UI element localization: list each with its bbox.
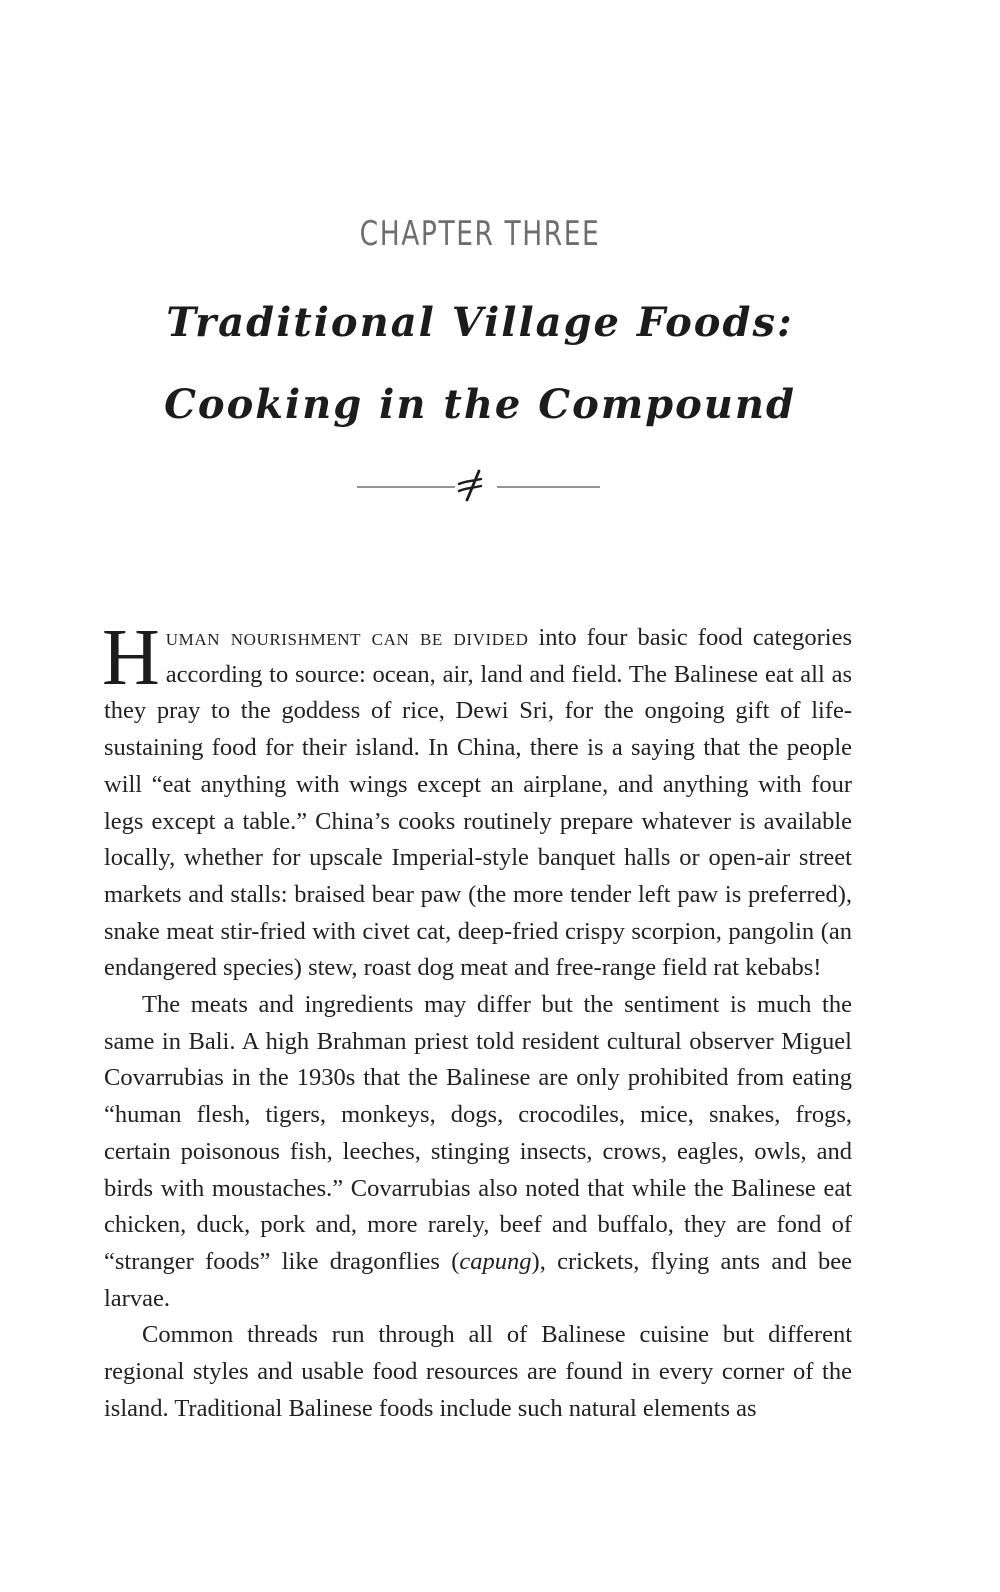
paragraph-1 <box>102 614 853 987</box>
section-divider-ornament <box>355 468 605 504</box>
paragraph-3-text: Common threads run through all of Balinese cuisine but different regional styles and usable food resources are found in every corner of the island. Traditional Balinese foods include such natural elements as <box>104 1321 852 1422</box>
paragraph-1-lead-in: uman nourishment can be divided <box>165 624 529 651</box>
paragraph-3 <box>104 1317 852 1427</box>
paragraph-2-text: The meats and ingredients may differ but the sentiment is much the same in Bali. A high Brahman priest told resident cultural observer Miguel Covarrubias in the 1930s that the Balinese are only prohibited from eating “human flesh, tigers, monkeys, dogs, crocodiles, mice, snakes, frogs, certain poisonous fish, leeches, stinging insects, crows, eagles, owls, and birds with moustaches.” Covarrubias also noted that while the Balinese eat chicken, duck, pork and, more rarely, beef and buffalo, they are fond of “stranger foods” like dragonflies ( <box>104 991 852 1275</box>
paragraph-2 <box>104 987 852 1317</box>
divider-flourish-icon <box>459 471 481 500</box>
drop-cap: H <box>102 614 160 702</box>
paragraph-2-italic-term: capung <box>459 1247 532 1275</box>
paragraph-1-text: into four basic food categories according to source: ocean, air, land and field. The Balinese eat all as they pray to the goddess of rice, Dewi Sri, for the ongoing gift of life-sustaining food for their island. In China, there is a saying that the people will “eat anything with wings except an airplane, and anything with four legs except a table.” China’s cooks routinely prepare whatever is available locally, whether for upscale Imperial-style banquet halls or open-air street markets and stalls: braised bear paw (the more tender left paw is preferred), snake meat stir-fried with civet cat, deep-fried crispy scorpion, pangolin (an endangered species) stew, roast dog meat and free-range field rat kebabs! <box>104 624 853 982</box>
chapter-title <box>0 282 960 446</box>
chapter-title-line-1: Traditional Village Foods: <box>166 299 794 346</box>
chapter-title-line-2: Cooking in the Compound <box>164 381 796 428</box>
paragraph-2-end: ), crickets, flying ants and bee larvae. <box>104 1247 852 1312</box>
body-text <box>102 614 853 1427</box>
chapter-label: CHAPTER THREE <box>359 214 601 254</box>
